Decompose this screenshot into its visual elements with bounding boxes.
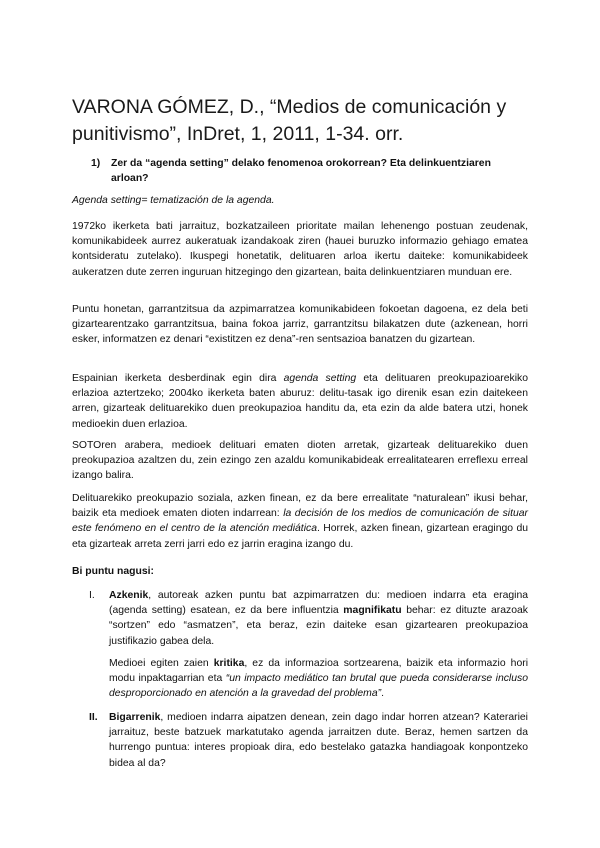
- list-item-body: [109, 710, 528, 771]
- question-text: Zer da “agenda setting” delako fenomenoa orokorrean? Eta delinkuentziaren arloan?: [111, 158, 491, 184]
- list-item-subparagraph: [72, 656, 528, 702]
- paragraph-3-text-a: Espainian ikerketa desberdinak egin dira: [72, 373, 284, 384]
- list-marker: I.: [89, 590, 95, 601]
- paragraph-5-text-a: Delituarekiko preokupazio soziala, azken finean, ez da bere errealitate “naturalean” ikusi behar, baizik eta medioek ematen dioten indarrean:: [72, 493, 528, 520]
- list-item-text-a: , autoreak azken puntu bat azpimarratzen du: medioen indarra eta eragina (agenda setting) esatean, ez da bere influentzia: [109, 590, 528, 617]
- list-item-text-b: behar: ez dituzte arazoak “sortzen” edo “asmatzen”, eta beraz, ezin daiteke esan gizartearen preokupazioa justifikazio gabea dela.: [109, 605, 528, 647]
- definition-rest: = tematización de la agenda.: [141, 195, 275, 206]
- question-number: 1): [91, 158, 101, 169]
- list-item-text-a: , medioen indarra aipatzen denean, zein dago indar horren atzean? Katerariei jarraituz, beste batzuek markatutako agenda jarraitzen dute. Beraz, hemen sartzen da hurrengo puntua: interes propioak dira, edo bestelako gatazka handiagoak konpontzeko bidea al da?: [109, 712, 528, 769]
- list-sub-bold: kritika: [213, 658, 245, 669]
- paragraph-3-italic: agenda setting: [283, 373, 357, 384]
- paragraph-1: 1972ko ikerketa bati jarraituz, bozkatzaileen prioritate mailan lehenengo postuan zeudenak, komunikabideek aurrez aukeratuak izandakoak ziren (hauei buruzko informazio gehiago ematea kontsideratu zutelako). Ikuspegi honetatik, delituaren arloa ikertu daiteke: komunikabideek aukeratzen dute zerren inguruan hitzegingo den gizartean, baita delinkuentziaren munduan ere.: [72, 221, 528, 278]
- paragraph-3-text-b: eta delituaren preokupazioarekiko erlazioa aztertzeko; 2004ko ikerketa baten aburuz: delitu-tasak igo direnik esan ezin daitekeen arren, gizarteak delituarekiko duen preokupazioa handitu da, eta ezin da alde batera utzi, honek medioekin duen erlazioa.: [72, 373, 528, 430]
- list-sub-body: [109, 656, 528, 702]
- subheading: Bi puntu nagusi:: [72, 566, 154, 577]
- list-item-lead: Azkenik: [109, 590, 149, 601]
- list-sub-italic: “un impacto mediático tan brutal que pueda considerarse incluso desproporcionado en atención a la gravedad del problema”: [109, 673, 528, 700]
- list-item: [72, 588, 528, 649]
- paragraph-2: Puntu honetan, garrantzitsua da azpimarratzea komunikabideen fokoetan dagoena, ez dela beti gizartearentzako garrantzitsua, baina fokoa jarriz, garrantzitsu bilakatzen dute (azkenean, horri esker, informatzen ez denari “existitzen ez dena”-ren sentsazioa banatzen du gizartean.: [72, 304, 528, 346]
- paragraph-5-text-b: . Horrek, azken finean, gizartean eragingo du eta gizarteak arreta zerri jarri edo ez jarrin eragina izango du.: [72, 523, 528, 550]
- list-item-bold-mid: magnifikatu: [343, 605, 402, 617]
- paragraph-3: [72, 371, 528, 432]
- list-item: [72, 710, 528, 771]
- list-sub-text-b: , ez da informazioa sortzearena, baizik eta informazio hori modu inpaktagarrian eta: [109, 658, 529, 685]
- paragraph-4: SOTOren arabera, medioek delituari ematen dioten arretak, gizarteak delituarekiko duen preokupazioa azaltzen du, zein ezingo zen azaldu komunikabideak errealitatearen erreflexu erreal izango balira.: [72, 440, 528, 482]
- question-heading: [91, 156, 531, 186]
- paragraph-5-italic: la decisión de los medios de comunicación de situar este fenómeno en el centro de la atención mediática: [72, 508, 528, 535]
- list-marker: II.: [89, 712, 98, 723]
- definition-term: Agenda setting: [72, 195, 142, 206]
- document-title: VARONA GÓMEZ, D., “Medios de comunicación y punitivismo”, InDret, 1, 2011, 1-34. orr.: [72, 96, 507, 145]
- list-sub-text-c: .: [381, 688, 384, 700]
- list-sub-text-a: Medioei egiten zaien: [109, 658, 214, 669]
- list-item-lead: Bigarrenik: [109, 712, 161, 723]
- paragraph-5: [72, 491, 528, 552]
- definition-line: [72, 193, 528, 208]
- list-item-body: [109, 588, 528, 649]
